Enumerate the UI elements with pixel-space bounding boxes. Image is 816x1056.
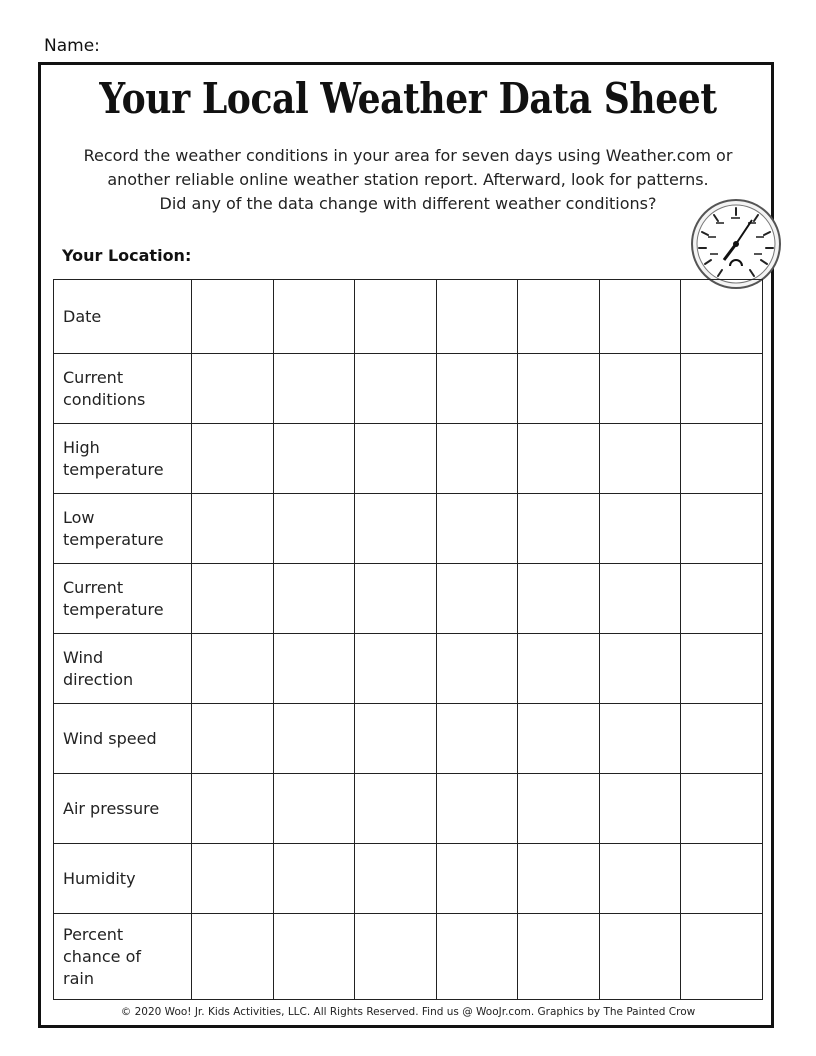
row-label-line: Humidity (63, 868, 136, 888)
day-entry-cell[interactable] (436, 494, 518, 564)
day-entry-cell[interactable] (192, 914, 274, 1000)
day-entry-cell[interactable] (681, 704, 763, 774)
table-row (54, 564, 763, 634)
row-label-line: rain (63, 968, 94, 988)
day-entry-cell[interactable] (436, 774, 518, 844)
row-label-line: Wind speed (63, 728, 157, 748)
weather-data-table (53, 279, 763, 1000)
day-entry-cell[interactable] (518, 280, 600, 354)
table-row (54, 844, 763, 914)
day-entry-cell[interactable] (681, 280, 763, 354)
day-entry-cell[interactable] (436, 844, 518, 914)
day-entry-cell[interactable] (273, 424, 355, 494)
day-entry-cell[interactable] (681, 634, 763, 704)
table-row (54, 424, 763, 494)
day-entry-cell[interactable] (681, 494, 763, 564)
day-entry-cell[interactable] (273, 634, 355, 704)
day-entry-cell[interactable] (355, 704, 437, 774)
day-entry-cell[interactable] (436, 634, 518, 704)
row-label (54, 774, 192, 844)
day-entry-cell[interactable] (518, 914, 600, 1000)
day-entry-cell[interactable] (599, 280, 681, 354)
table-row (54, 914, 763, 1000)
day-entry-cell[interactable] (355, 494, 437, 564)
day-entry-cell[interactable] (599, 704, 681, 774)
day-entry-cell[interactable] (518, 494, 600, 564)
day-entry-cell[interactable] (273, 280, 355, 354)
row-label (54, 704, 192, 774)
row-label-line: Date (63, 306, 102, 326)
day-entry-cell[interactable] (192, 774, 274, 844)
copyright-footer: © 2020 Woo! Jr. Kids Activities, LLC. All Rights Reserved. Find us @ WooJr.com. Graphics by The Painted Crow (120, 1006, 696, 1018)
day-entry-cell[interactable] (681, 354, 763, 424)
instructions-line: Did any of the data change with different weather conditions? (159, 194, 657, 213)
day-entry-cell[interactable] (436, 704, 518, 774)
day-entry-cell[interactable] (273, 704, 355, 774)
day-entry-cell[interactable] (273, 564, 355, 634)
instructions-line: Record the weather conditions in your area for seven days using Weather.com or (83, 146, 733, 165)
row-label (54, 564, 192, 634)
day-entry-cell[interactable] (192, 354, 274, 424)
row-label (54, 354, 192, 424)
day-entry-cell[interactable] (355, 564, 437, 634)
day-entry-cell[interactable] (518, 774, 600, 844)
row-label-line: High (63, 437, 100, 457)
day-entry-cell[interactable] (192, 280, 274, 354)
day-entry-cell[interactable] (192, 564, 274, 634)
day-entry-cell[interactable] (518, 354, 600, 424)
day-entry-cell[interactable] (355, 914, 437, 1000)
day-entry-cell[interactable] (192, 424, 274, 494)
day-entry-cell[interactable] (518, 634, 600, 704)
row-label-line: Low (63, 507, 95, 527)
row-label-line: direction (63, 669, 134, 689)
day-entry-cell[interactable] (599, 844, 681, 914)
day-entry-cell[interactable] (681, 424, 763, 494)
row-label-line: temperature (63, 459, 164, 479)
day-entry-cell[interactable] (518, 844, 600, 914)
day-entry-cell[interactable] (681, 844, 763, 914)
day-entry-cell[interactable] (436, 914, 518, 1000)
day-entry-cell[interactable] (681, 774, 763, 844)
page-title: Your Local Weather Data Sheet (99, 74, 717, 123)
day-entry-cell[interactable] (599, 774, 681, 844)
day-entry-cell[interactable] (518, 424, 600, 494)
day-entry-cell[interactable] (273, 774, 355, 844)
day-entry-cell[interactable] (355, 774, 437, 844)
row-label (54, 634, 192, 704)
day-entry-cell[interactable] (273, 844, 355, 914)
day-entry-cell[interactable] (436, 564, 518, 634)
day-entry-cell[interactable] (518, 704, 600, 774)
day-entry-cell[interactable] (273, 354, 355, 424)
table-row (54, 774, 763, 844)
row-label-line: Air pressure (63, 798, 160, 818)
row-label-line: Current (63, 367, 124, 387)
row-label-line: temperature (63, 599, 164, 619)
table-row (54, 354, 763, 424)
day-entry-cell[interactable] (355, 844, 437, 914)
row-label-line: Current (63, 577, 124, 597)
day-entry-cell[interactable] (518, 564, 600, 634)
table-row (54, 634, 763, 704)
day-entry-cell[interactable] (599, 634, 681, 704)
instructions (50, 144, 766, 216)
row-label (54, 494, 192, 564)
day-entry-cell[interactable] (436, 354, 518, 424)
name-label: Name: (44, 36, 100, 56)
day-entry-cell[interactable] (681, 564, 763, 634)
day-entry-cell[interactable] (599, 564, 681, 634)
day-entry-cell[interactable] (355, 354, 437, 424)
day-entry-cell[interactable] (436, 424, 518, 494)
day-entry-cell[interactable] (192, 634, 274, 704)
day-entry-cell[interactable] (599, 494, 681, 564)
table-row (54, 280, 763, 354)
table-row (54, 704, 763, 774)
day-entry-cell[interactable] (273, 494, 355, 564)
table-row (54, 494, 763, 564)
day-entry-cell[interactable] (599, 424, 681, 494)
row-label (54, 844, 192, 914)
day-entry-cell[interactable] (355, 424, 437, 494)
day-entry-cell[interactable] (599, 354, 681, 424)
row-label-line: temperature (63, 529, 164, 549)
row-label (54, 424, 192, 494)
day-entry-cell[interactable] (192, 844, 274, 914)
day-entry-cell[interactable] (273, 914, 355, 1000)
day-entry-cell[interactable] (436, 280, 518, 354)
row-label (54, 914, 192, 1000)
row-label-line: Percent (63, 924, 124, 944)
day-entry-cell[interactable] (355, 280, 437, 354)
day-entry-cell[interactable] (355, 634, 437, 704)
instructions-line: another reliable online weather station report. Afterward, look for patterns. (107, 170, 709, 189)
row-label-line: conditions (63, 389, 146, 409)
location-label[interactable]: Your Location: (62, 246, 192, 265)
day-entry-cell[interactable] (192, 494, 274, 564)
day-entry-cell[interactable] (599, 914, 681, 1000)
row-label (54, 280, 192, 354)
barometer-icon (686, 198, 786, 290)
day-entry-cell[interactable] (681, 914, 763, 1000)
row-label-line: Wind (63, 647, 104, 667)
row-label-line: chance of (63, 946, 142, 966)
day-entry-cell[interactable] (192, 704, 274, 774)
